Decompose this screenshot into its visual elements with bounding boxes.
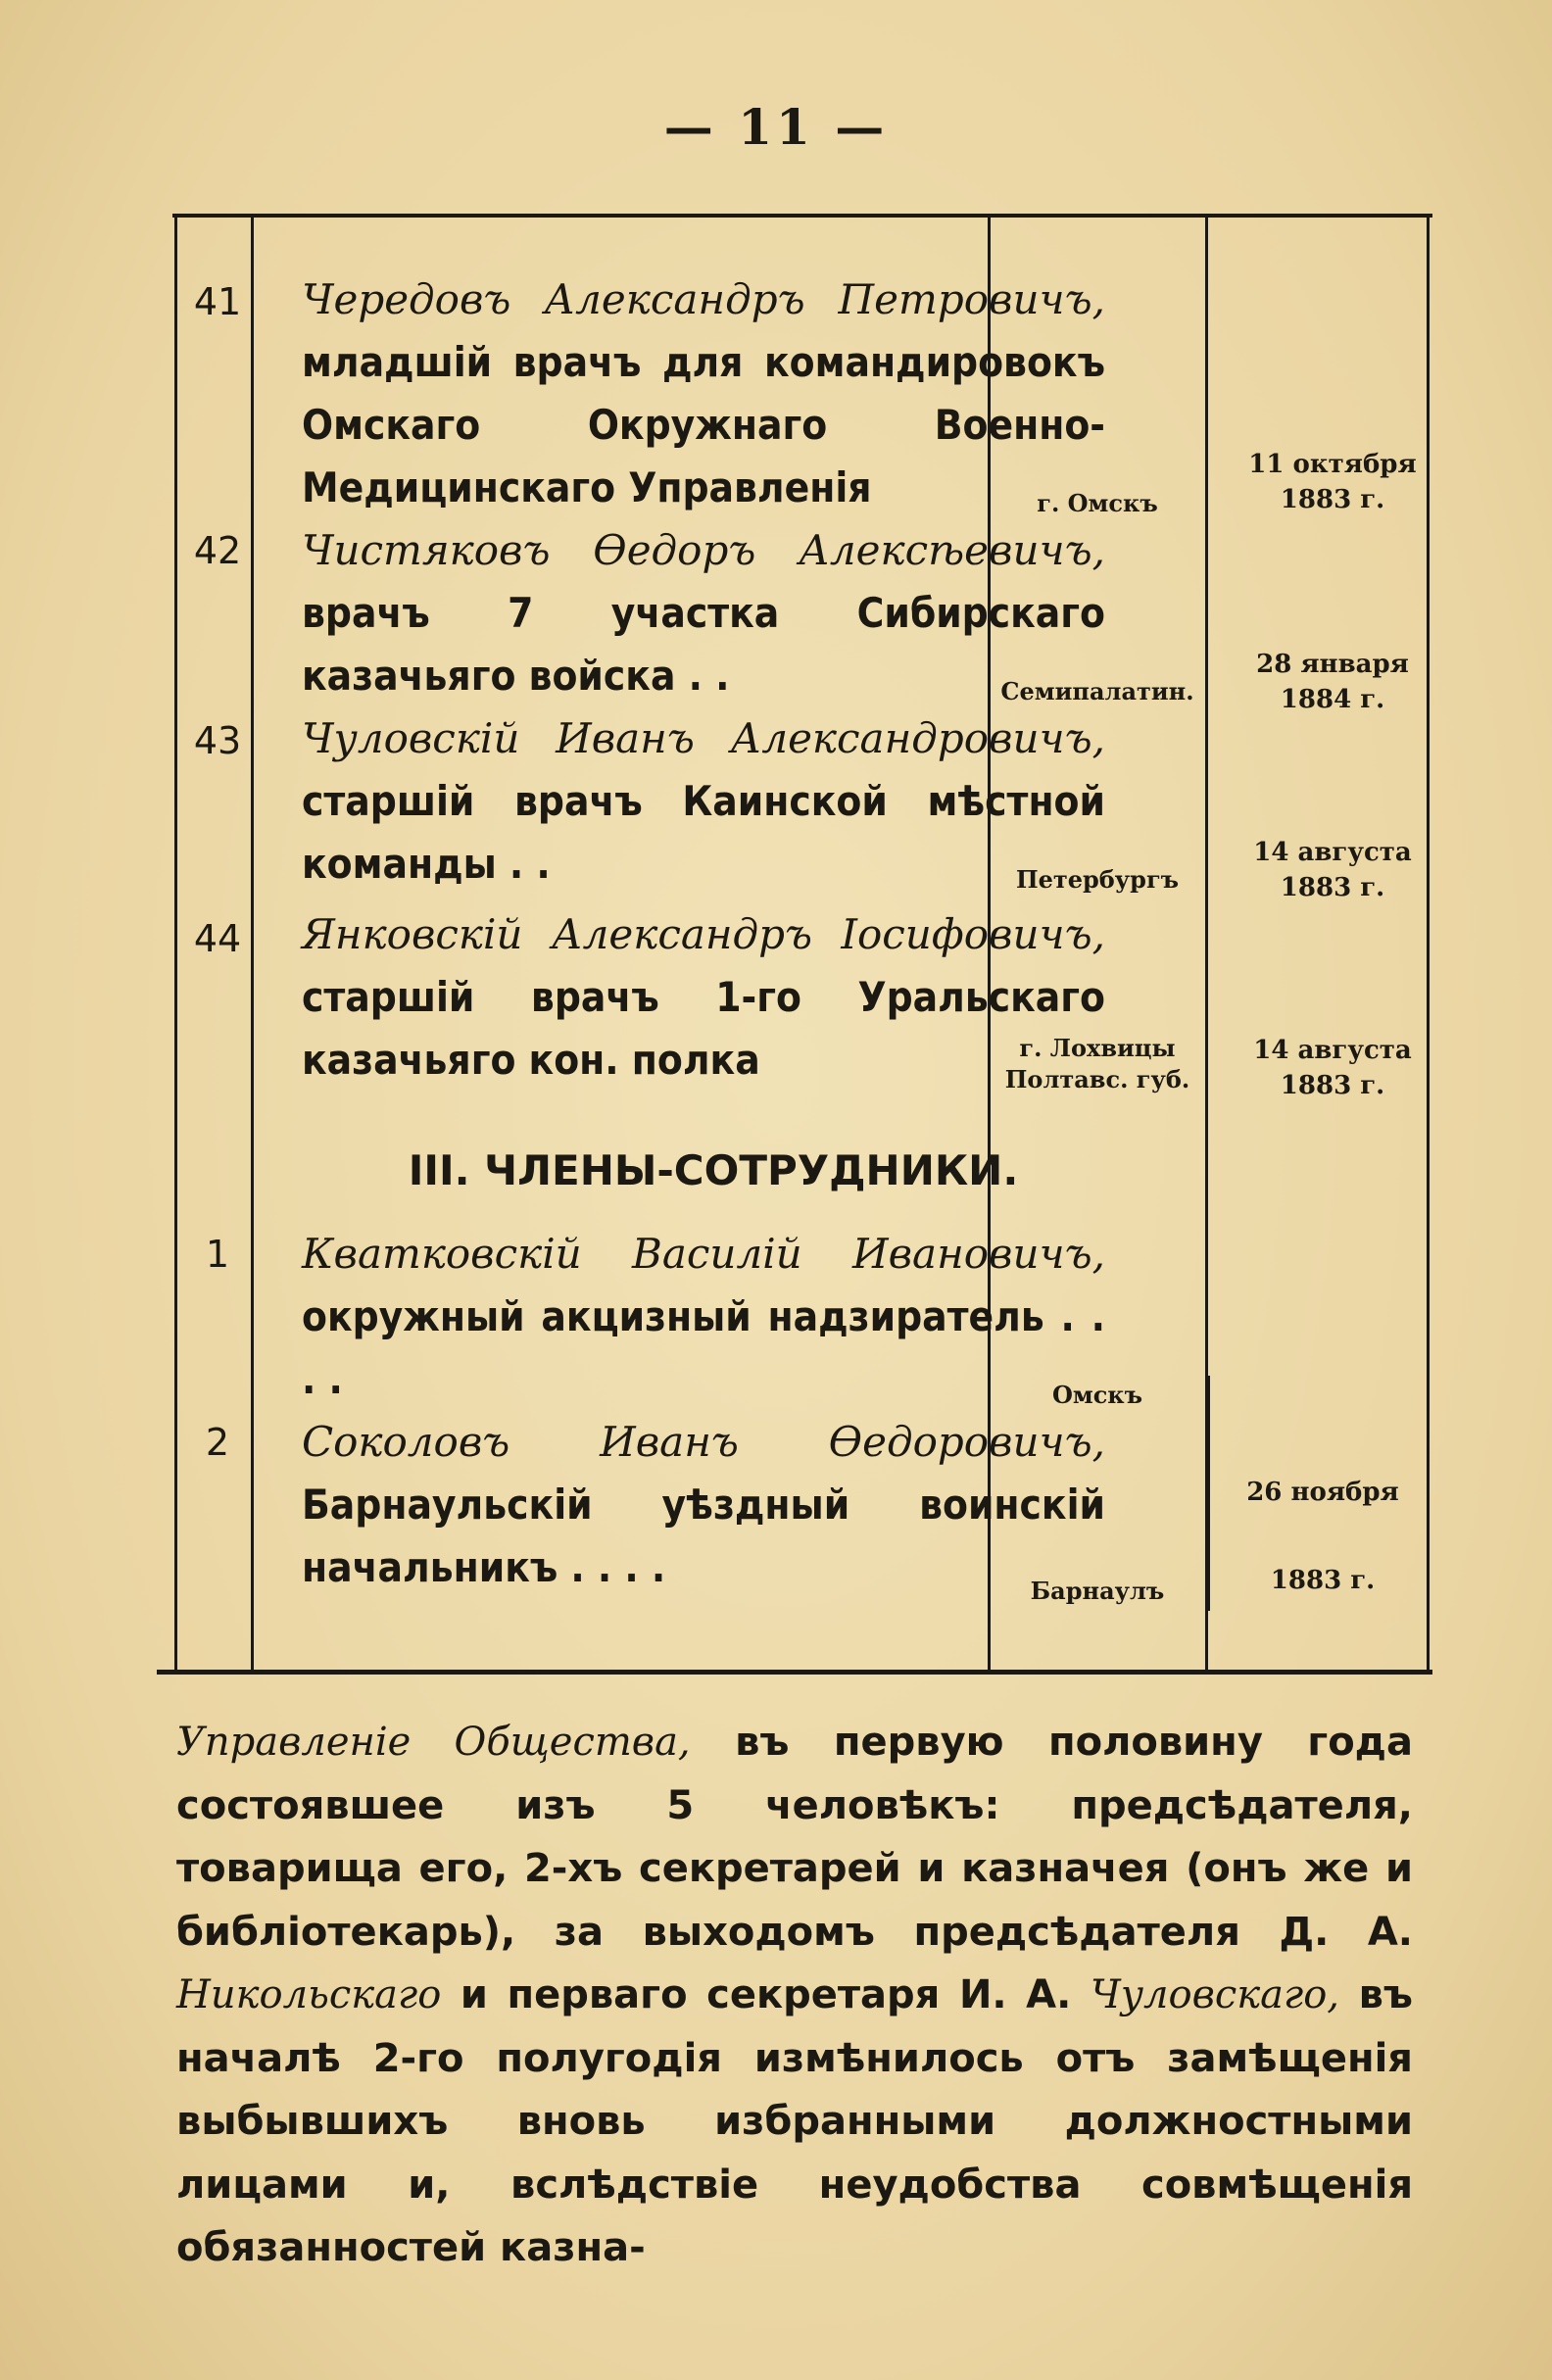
- member-date: [1205, 447, 1460, 517]
- paragraph-italic-lead: Управленіе Общества,: [176, 1720, 691, 1765]
- paragraph-text: и перваго секретаря И. А.: [460, 1972, 1072, 2017]
- member-description: окружный акцизный надзиратель . . . .: [302, 1292, 1105, 1403]
- date-year: 1883 г.: [1270, 1566, 1376, 1595]
- member-name: Янковскій Александръ Іосифовичъ,: [302, 910, 1105, 958]
- date-brace: [1207, 1376, 1210, 1611]
- member-name: Чередовъ Александръ Петровичъ,: [302, 275, 1105, 323]
- paragraph-italic-name: Никольскаго: [176, 1972, 442, 2017]
- member-entry: [302, 519, 1105, 707]
- member-place: Барнаулъ: [1030, 1577, 1165, 1605]
- date-year: 1884 г.: [1280, 685, 1385, 714]
- member-name: Кватковскій Василій Ивановичъ,: [302, 1230, 1105, 1278]
- place-town: г. Лохвицы: [1019, 1034, 1176, 1062]
- member-name: Соколовъ Иванъ Ѳедоровичъ,: [302, 1418, 1105, 1466]
- paragraph-text: въ началѣ 2-го полугодія измѣнилось отъ замѣщенія выбывшихъ вновь избранными должностными лицами и, вслѣдствіе неудобства совмѣщенія обязанностей казна-: [176, 1972, 1413, 2270]
- date-day-month: 14 августа: [1253, 1036, 1412, 1065]
- row-number: 44: [193, 917, 242, 960]
- members-table: [157, 214, 1432, 1676]
- row-number: 1: [205, 1233, 230, 1276]
- date-day-month: 26 ноября: [1246, 1478, 1399, 1507]
- table-right-border: [1427, 214, 1430, 1674]
- member-entry: [302, 268, 1105, 519]
- member-entry: [302, 1411, 1105, 1599]
- member-date: [1205, 1033, 1460, 1103]
- date-day-month: 28 января: [1256, 650, 1409, 679]
- member-description: Барнаульскій уѣздный воинскій начальникъ . . . .: [302, 1481, 1105, 1591]
- date-day-month: 11 октября: [1248, 450, 1417, 479]
- member-description: старшій врачъ 1-го Уральскаго казачьяго кон. полка: [302, 973, 1105, 1084]
- member-place: Омскъ: [1051, 1381, 1143, 1409]
- member-description: врачъ 7 участка Сибирскаго казачьяго войска . .: [302, 589, 1105, 700]
- member-place: Петербургъ: [1015, 865, 1180, 894]
- table-bottom-rule: [157, 1670, 1432, 1675]
- date-year: 1883 г.: [1280, 485, 1385, 514]
- body-paragraph: [176, 1711, 1413, 2280]
- row-number: 2: [205, 1421, 230, 1464]
- table-top-rule: [172, 214, 1432, 218]
- member-date: [1205, 835, 1460, 905]
- member-place: Семипалатин.: [1000, 677, 1194, 705]
- member-description: старшій врачъ Каинской мѣстной команды . .: [302, 777, 1105, 888]
- member-place: г. Омскъ: [1037, 489, 1158, 517]
- member-name: Чуловскій Иванъ Александровичъ,: [302, 714, 1105, 762]
- paragraph-text: въ первую половину года состоявшее изъ 5 человѣкъ: предсѣдателя, товарища его, 2-хъ секретарей и казначея (онъ же и библіотекарь), за выходомъ предсѣдателя Д. А.: [176, 1720, 1413, 1955]
- member-name: Чистяковъ Ѳедоръ Алексѣевичъ,: [302, 526, 1105, 574]
- member-entry: [302, 1223, 1105, 1411]
- date-day-month: 14 августа: [1253, 838, 1412, 867]
- paragraph-italic-name: Чуловскаго,: [1090, 1972, 1340, 2017]
- member-place: [990, 1033, 1205, 1095]
- member-entry: [302, 903, 1105, 1092]
- place-province: Полтавс. губ.: [1004, 1065, 1190, 1093]
- date-year: 1883 г.: [1280, 873, 1385, 902]
- page-number: — 11 —: [663, 98, 889, 156]
- date-year: 1883 г.: [1280, 1071, 1385, 1100]
- section-title: III. ЧЛЕНЫ-СОТРУДНИКИ.: [408, 1146, 1019, 1194]
- row-number: 41: [193, 280, 242, 323]
- row-number: 43: [193, 719, 242, 762]
- member-description: младшій врачъ для командировокъ Омскаго Окружнаго Военно-Медицинскаго Управленія: [302, 338, 1105, 511]
- row-number: 42: [193, 529, 242, 572]
- shared-date: [1225, 1448, 1421, 1625]
- member-date: [1205, 647, 1460, 717]
- member-entry: [302, 707, 1105, 896]
